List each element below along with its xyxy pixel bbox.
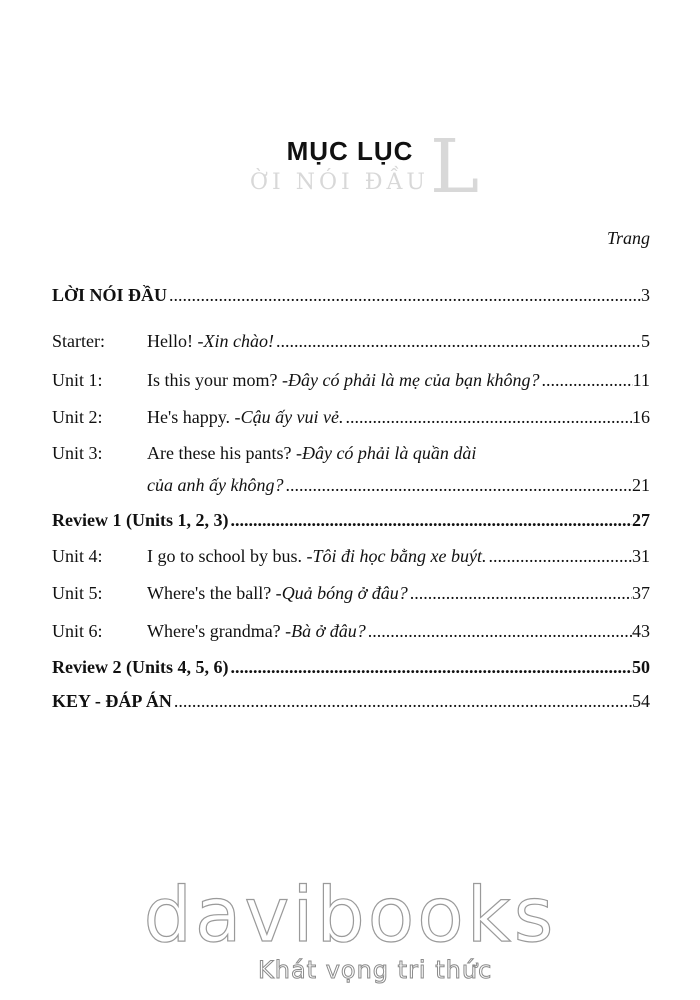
toc-entry-label: Review 1 (Units 1, 2, 3) bbox=[52, 510, 229, 530]
toc-entry-unit-1[interactable] bbox=[52, 369, 650, 391]
dot-leader bbox=[169, 284, 641, 306]
toc-page-number: 37 bbox=[632, 583, 650, 603]
toc-entry-label: LỜI NÓI ĐẦU bbox=[52, 285, 168, 305]
dot-leader bbox=[410, 582, 632, 604]
dot-leader bbox=[368, 620, 632, 642]
toc-entry-english: Are these his pants? - bbox=[147, 443, 302, 463]
toc-entry-label: KEY - ĐÁP ÁN bbox=[52, 691, 172, 711]
toc-entry-review-1[interactable] bbox=[52, 509, 650, 531]
toc-entry-vietnamese: Tôi đi học bằng xe buýt. bbox=[312, 546, 487, 566]
dot-leader bbox=[230, 656, 632, 678]
toc-entry-vietnamese: Đây có phải là quần dài bbox=[301, 443, 477, 463]
toc-entry-english: Is this your mom? - bbox=[147, 370, 288, 390]
toc-entry-english: Where's the ball? - bbox=[147, 583, 282, 603]
toc-entry-english: I go to school by bus. - bbox=[147, 546, 313, 566]
toc-entry-vietnamese: Cậu ấy vui vẻ. bbox=[240, 407, 344, 427]
toc-entry-label: Unit 5: bbox=[52, 583, 103, 603]
toc-entry-label: Unit 2: bbox=[52, 407, 103, 427]
toc-entry-unit-3[interactable] bbox=[52, 442, 650, 496]
toc-entry-english: He's happy. - bbox=[147, 407, 241, 427]
toc-page-number: 27 bbox=[632, 510, 650, 530]
toc-entry-vietnamese: Đây có phải là mẹ của bạn không? bbox=[288, 370, 540, 390]
dot-leader bbox=[285, 474, 632, 496]
toc-page-number: 21 bbox=[632, 475, 650, 495]
toc-entry-starter[interactable] bbox=[52, 330, 650, 352]
watermark-logo: davibooks bbox=[143, 870, 557, 959]
page-title: MỤC LỤC bbox=[286, 136, 414, 166]
page-column-label: Trang bbox=[606, 228, 650, 248]
watermark-tagline: Khát vọng tri thức bbox=[258, 956, 493, 984]
toc-entry-vietnamese-continued: của anh ấy không? bbox=[147, 475, 284, 495]
dot-leader bbox=[174, 690, 632, 712]
toc-entry-answer-key[interactable] bbox=[52, 690, 650, 712]
toc-page-number: 3 bbox=[641, 285, 650, 305]
bleed-through-heading: L ỜI NÓI ĐẦU bbox=[250, 124, 480, 210]
toc-page-number: 54 bbox=[632, 691, 650, 711]
toc-entry-label: Starter: bbox=[52, 331, 105, 351]
dot-leader bbox=[488, 545, 632, 567]
toc-entry-vietnamese: Quả bóng ở đâu? bbox=[281, 583, 408, 603]
toc-entry-preface[interactable] bbox=[52, 284, 650, 306]
toc-entry-label: Unit 4: bbox=[52, 546, 103, 566]
toc-entry-label: Unit 3: bbox=[52, 443, 103, 463]
toc-page-number: 16 bbox=[632, 407, 650, 427]
toc-entry-english: Hello! - bbox=[147, 331, 204, 351]
toc-entry-label: Unit 6: bbox=[52, 621, 103, 641]
toc-entry-vietnamese: Xin chào! bbox=[203, 331, 274, 351]
toc-entry-unit-5[interactable] bbox=[52, 582, 650, 604]
dot-leader bbox=[541, 369, 632, 391]
toc-entry-review-2[interactable] bbox=[52, 656, 650, 678]
toc-entry-label: Review 2 (Units 4, 5, 6) bbox=[52, 657, 229, 677]
toc-page-number: 5 bbox=[641, 331, 650, 351]
toc-entry-unit-2[interactable] bbox=[52, 406, 650, 428]
toc-entry-label: Unit 1: bbox=[52, 370, 103, 390]
toc-entry-unit-6[interactable] bbox=[52, 620, 650, 642]
dot-leader bbox=[346, 406, 632, 428]
toc-page-number: 43 bbox=[632, 621, 650, 641]
toc-entry-vietnamese: Bà ở đâu? bbox=[291, 621, 366, 641]
toc-page-number: 31 bbox=[632, 546, 650, 566]
toc-entry-unit-4[interactable] bbox=[52, 545, 650, 567]
dot-leader bbox=[230, 509, 632, 531]
toc-entry-english: Where's grandma? - bbox=[147, 621, 292, 641]
toc-page-number: 11 bbox=[632, 370, 650, 390]
dot-leader bbox=[276, 330, 641, 352]
toc-page-number: 50 bbox=[632, 657, 650, 677]
